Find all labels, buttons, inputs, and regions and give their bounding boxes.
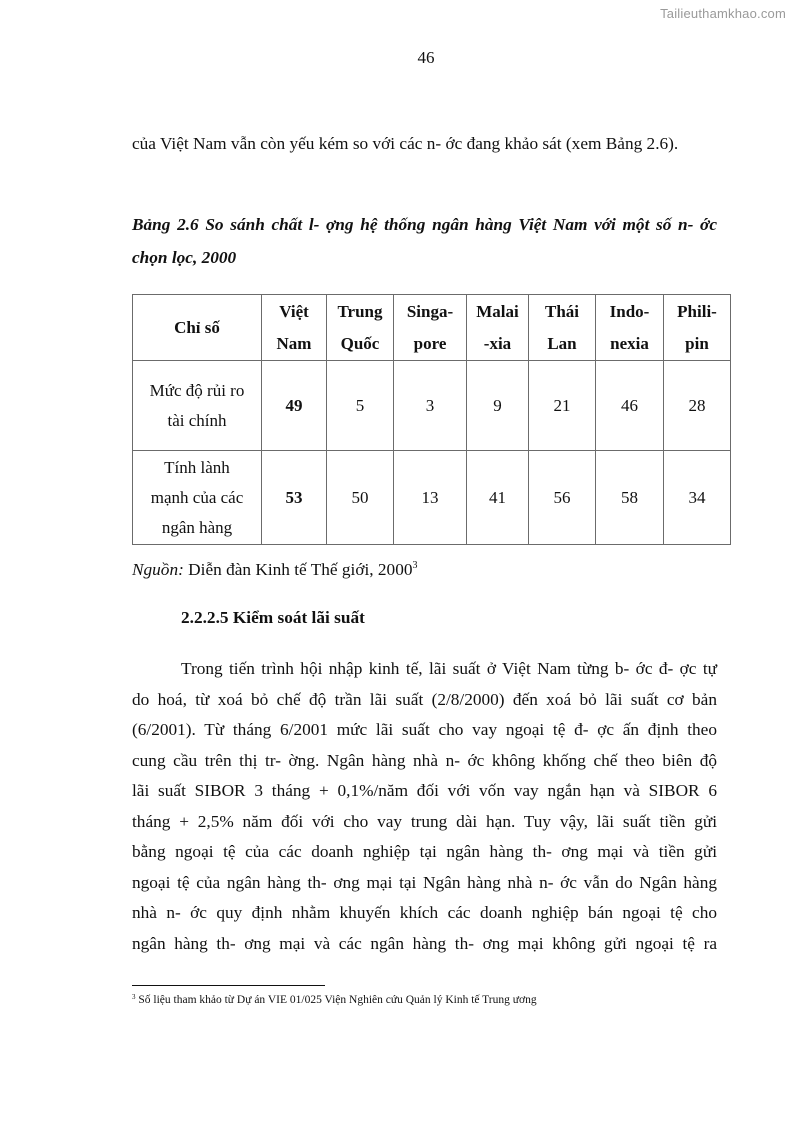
header-text: Chỉ số (174, 317, 220, 337)
cell-singapore: 3 (394, 361, 467, 451)
body-line: ngoại tệ của ngân hàng th- ơng mại tại Ngân hàng nhà n- ớc vẫn do Ngân hàng (132, 872, 717, 892)
cell-singapore: 13 (394, 451, 467, 545)
table-header-row (133, 295, 731, 361)
section-heading: 2.2.2.5 Kiểm soát lãi suất (181, 608, 365, 627)
body-line: tháng + 2,5% năm đối với cho vay trung dài hạn. Tuy vậy, lãi suất tiền gửi (132, 811, 717, 831)
table-caption: Bảng 2.6 So sánh chất l- ợng hệ thống ngân hàng Việt Nam với một số n- ớc chọn lọc, 2000 (132, 215, 717, 267)
body-line: cung cầu trên thị tr- ờng. Ngân hàng nhà n- ớc không khống chế theo biên độ (132, 750, 717, 770)
cell-malaysia: 9 (467, 361, 529, 451)
cell-philippines: 28 (664, 361, 731, 451)
body-line: Trong tiến trình hội nhập kinh tế, lãi suất ở Việt Nam từng b- ớc đ- ợc tự (181, 659, 717, 678)
cell-thailand: 21 (529, 361, 596, 451)
header-text: Trung (337, 301, 383, 321)
header-cell-indonesia (596, 295, 664, 361)
body-line: nhà n- ớc quy định nhằm khuyến khích các doanh nghiệp bán ngoại tệ cho (132, 903, 717, 922)
table-source (132, 560, 417, 580)
row-label-text: mạnh của các (150, 487, 244, 507)
cell-thailand: 56 (529, 451, 596, 545)
body-line: bằng ngoại tệ của các doanh nghiệp tại ngân hàng th- ơng mại và tiền gửi (132, 842, 717, 861)
row-label-text: Tính lành (164, 457, 230, 477)
watermark: Tailieuthamkhao.com (660, 6, 786, 21)
table-row (133, 361, 731, 451)
intro-paragraph: của Việt Nam vẫn còn yếu kém so với các n- ớc đang khảo sát (xem Bảng 2.6). (132, 134, 679, 153)
footnote-text: Số liệu tham khảo từ Dự án VIE 01/025 Viện Nghiên cứu Quản lý Kinh tế Trung ương (135, 994, 537, 1006)
cell-vietnam: 53 (262, 451, 327, 545)
header-text: pin (685, 333, 709, 353)
header-text: Indo- (609, 301, 650, 321)
body-line: lãi suất SIBOR 3 tháng + 0,1%/năm đối với vốn vay ngắn hạn và SIBOR 6 (132, 781, 717, 800)
row-label-text: ngân hàng (161, 517, 233, 537)
table-row (133, 451, 731, 545)
row-label-text: Mức độ rủi ro (149, 380, 245, 400)
header-text: pore (413, 333, 447, 353)
header-text: -xia (483, 333, 512, 353)
source-label: Nguồn: (132, 560, 184, 579)
header-cell-philippines (664, 295, 731, 361)
row-label-bank-soundness (133, 451, 262, 545)
body-paragraph (132, 654, 717, 959)
row-label-financial-risk (133, 361, 262, 451)
header-cell-malaysia (467, 295, 529, 361)
header-cell-thailand (529, 295, 596, 361)
footnote-ref: 3 (412, 560, 418, 571)
header-cell-china (327, 295, 394, 361)
footnote-number: 3 (132, 993, 136, 1001)
header-cell-vietnam (262, 295, 327, 361)
footnote (132, 993, 537, 1006)
comparison-table (132, 294, 731, 545)
footnote-separator (132, 985, 325, 986)
page-number: 46 (417, 48, 435, 67)
header-text: Thái (544, 301, 580, 321)
cell-philippines: 34 (664, 451, 731, 545)
header-cell-singapore (394, 295, 467, 361)
cell-china: 50 (327, 451, 394, 545)
header-text: Malai (476, 301, 519, 321)
source-text: Diễn đàn Kinh tế Thế giới, 2000 (183, 560, 413, 579)
cell-china: 5 (327, 361, 394, 451)
header-text: Lan (547, 333, 577, 353)
cell-vietnam: 49 (262, 361, 327, 451)
cell-indonesia: 46 (596, 361, 664, 451)
body-line: (6/2001). Từ tháng 6/2001 mức lãi suất cho vay ngoại tệ đ- ợc ấn định theo (132, 720, 717, 739)
body-line: do hoá, từ xoá bỏ chế độ trần lãi suất (2/8/2000) đến xoá bỏ lãi suất cơ bản (132, 689, 717, 709)
header-text: Nam (276, 333, 312, 353)
header-text: nexia (610, 333, 649, 353)
header-text: Việt (279, 301, 309, 321)
header-text: Singa- (406, 301, 454, 321)
body-line: ngân hàng th- ơng mại và các ngân hàng th- ơng mại không gửi ngoại tệ ra (132, 933, 717, 953)
header-cell-indicator (133, 295, 262, 361)
row-label-text: tài chính (167, 410, 227, 430)
header-text: Quốc (340, 333, 380, 353)
cell-indonesia: 58 (596, 451, 664, 545)
cell-malaysia: 41 (467, 451, 529, 545)
header-text: Phili- (677, 301, 717, 321)
